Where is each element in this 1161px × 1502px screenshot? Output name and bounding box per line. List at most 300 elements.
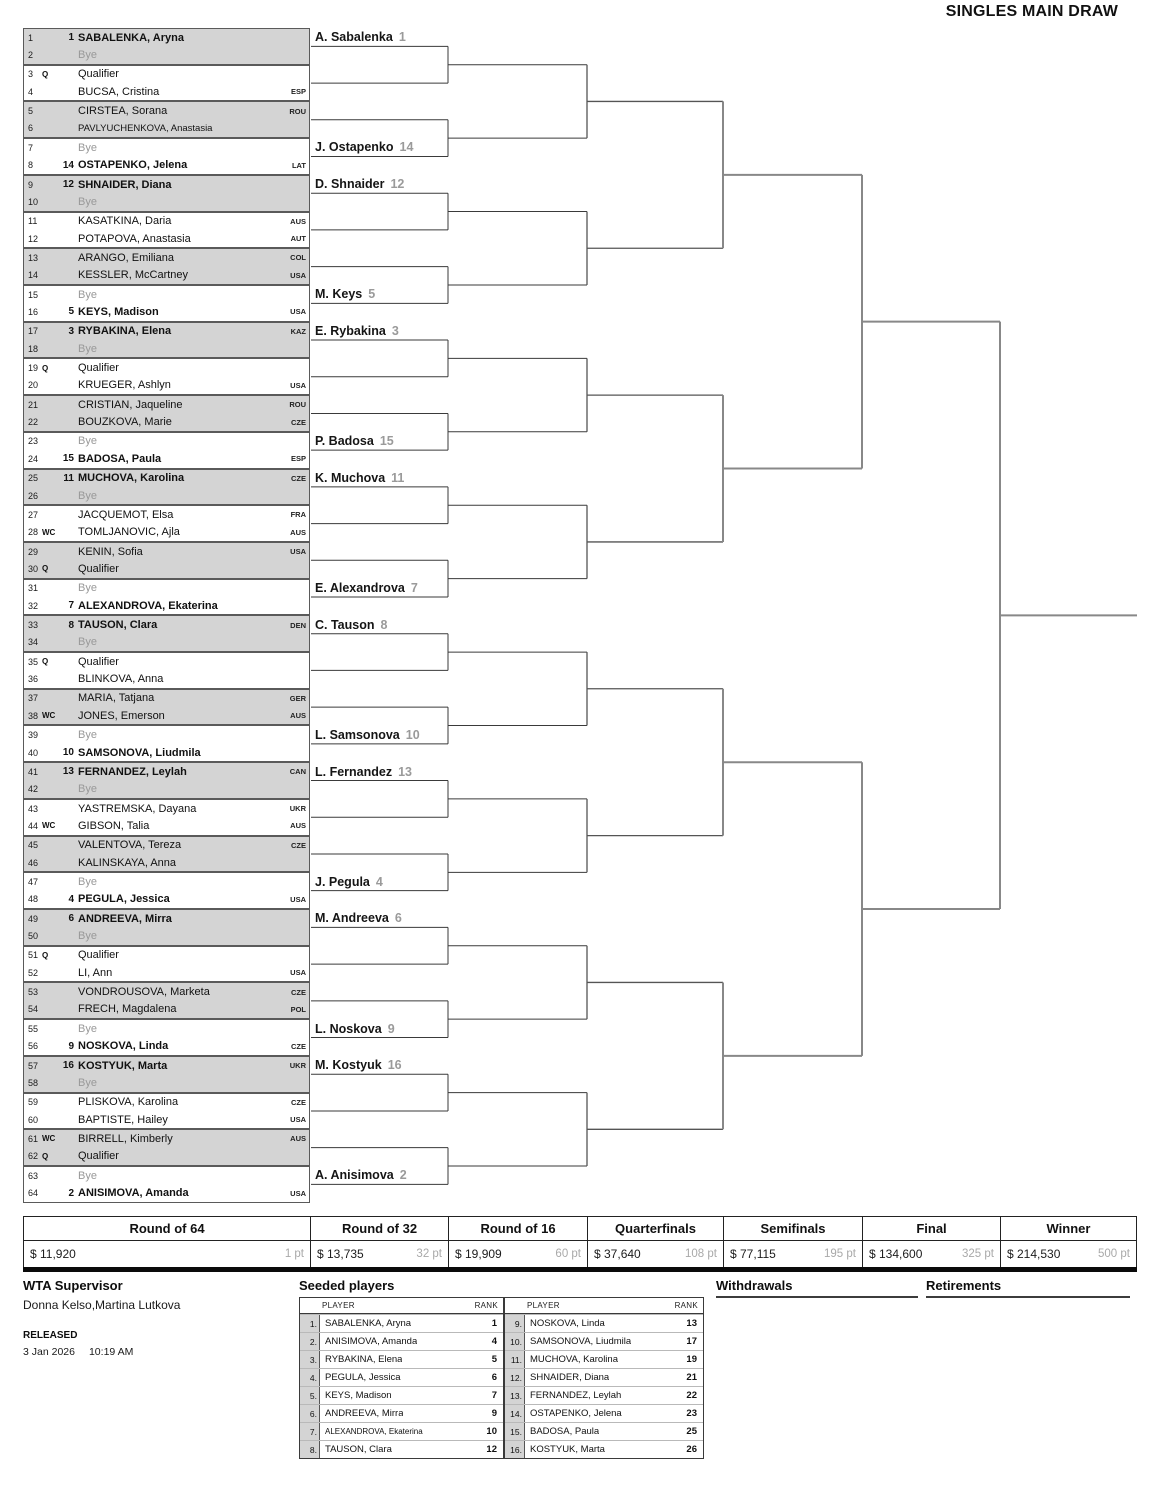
winner-seed: 7 [410,581,418,595]
draw-entry-row [24,524,309,541]
seed-player: MUCHOVA, Karolina [530,1354,618,1365]
draw-entry-row [24,1130,309,1147]
country-code: CAN [289,767,306,777]
draw-pair [23,762,310,799]
seed-rank: 22 [686,1390,697,1401]
position-number: 38 [28,710,39,721]
position-number: 52 [28,967,39,978]
winner-seed: 5 [368,287,376,302]
country-code: AUT [290,234,306,244]
round32-winner-label [315,1167,407,1184]
seed-order: 7. [300,1423,320,1440]
player-name: TAUSON, Clara [78,619,158,632]
winner-seed: 9 [387,1021,395,1036]
seed-table-header [505,1298,703,1314]
draw-entry-row [24,139,309,156]
seed-player: ANISIMOVA, Amanda [325,1336,418,1347]
seed-player: OSTAPENKO, Jelena [530,1408,622,1419]
seed-number: 3 [68,325,74,337]
seed-number: 14 [62,159,74,171]
position-number: 9 [28,179,34,190]
seed-rank: 25 [686,1426,697,1437]
player-name: BIRRELL, Kimberly [78,1132,173,1145]
winner-name: M. Keys [315,287,363,302]
prize-money: $ 77,115 [730,1247,776,1261]
seed-order: 2. [300,1333,320,1350]
player-name: KEYS, Madison [78,305,159,318]
seed-number: 11 [63,472,74,484]
country-code: CZE [291,1097,306,1107]
seed-order: 15. [505,1423,525,1440]
winner-seed: 11 [391,470,405,485]
position-number: 16 [28,306,39,317]
player-name: KALINSKAYA, Anna [78,856,177,869]
released-heading: RELEASED [23,1330,78,1341]
seed-row [300,1332,503,1350]
position-number: 11 [28,216,38,227]
ranking-points: 325 pt [962,1248,994,1260]
draw-entry-row [24,359,309,376]
draw-entry-row [24,286,309,303]
seed-rank: 6 [491,1372,497,1383]
player-name: GIBSON, Talia [78,819,150,832]
player-name: ANDREEVA, Mirra [78,912,172,925]
prize-column [23,1216,310,1267]
player-name: Bye [78,141,97,154]
seed-player: SAMSONOVA, Liudmila [530,1336,632,1347]
draw-entry-row [24,1167,309,1184]
draw-entry-row [24,1057,309,1074]
player-name: PAVLYUCHENKOVA, Anastasia [78,122,213,134]
ranking-points: 1 pt [284,1248,304,1260]
country-code: ROU [289,106,306,116]
player-name: JONES, Emerson [78,709,165,722]
prize-column [862,1216,1000,1267]
position-number: 50 [28,931,39,942]
seed-player: KEYS, Madison [325,1390,392,1401]
released-time: 10:19 AM [88,1346,134,1358]
round32-winner-label [315,29,406,46]
player-name: Bye [78,783,97,796]
seed-order: 10. [505,1333,525,1350]
seeded-players-table-right [504,1297,704,1459]
position-number: 46 [28,857,39,868]
winner-name: L. Fernandez [315,764,393,779]
draw-entry-row [24,413,309,430]
draw-entry-row [24,927,309,944]
position-number: 10 [28,196,39,207]
winner-seed: 8 [380,617,388,632]
seed-order: 1. [300,1315,320,1332]
winner-name: J. Pegula [315,874,370,889]
winner-name: J. Ostapenko [315,140,394,155]
seed-rank: 9 [491,1408,497,1419]
player-name: MARIA, Tatjana [78,692,155,705]
draw-entry-row [24,1184,309,1201]
player-name: KENIN, Sofia [78,545,143,558]
round32-winner-label [315,139,413,156]
seed-rank: 7 [491,1390,497,1401]
position-number: 59 [28,1097,39,1108]
seed-row [505,1332,703,1350]
draw-entry-row [24,653,309,670]
player-name: YASTREMSKA, Dayana [78,802,197,815]
draw-entry-row [24,120,309,137]
seed-player: PEGULA, Jessica [325,1372,401,1383]
draw-entry-row [24,707,309,724]
entry-marker: Q [42,950,49,960]
draw-entry-row [24,102,309,119]
player-name: Bye [78,876,97,888]
country-code: AUS [290,821,306,831]
draw-entry-row [24,1111,309,1128]
player-name: BUCSA, Cristina [78,85,160,98]
draw-entry-row [24,1148,309,1165]
position-number: 45 [28,840,39,851]
seed-rank: 10 [486,1426,497,1437]
seed-order: 9. [505,1315,525,1332]
draw-entry-row [24,947,309,964]
position-number: 51 [28,950,39,961]
player-name: FERNANDEZ, Leylah [78,765,187,778]
country-code: CZE [291,1041,306,1051]
draw-entry-row [24,249,309,266]
draw-entry-row [24,83,309,100]
draw-entry-row [24,726,309,743]
winner-name: E. Rybakina [315,324,386,339]
round-header: Quarterfinals [588,1216,723,1241]
seed-number: 13 [62,766,74,778]
seed-row [505,1314,703,1332]
draw-pair [23,248,310,285]
prize-row [449,1241,587,1267]
draw-entry-row [24,837,309,854]
country-code: USA [290,894,306,904]
player-name: Qualifier [78,362,119,375]
position-number: 5 [28,106,34,117]
entry-marker: Q [42,564,49,574]
country-code: AUS [290,1134,306,1144]
country-code: GER [289,693,306,703]
draw-pair [23,138,310,175]
position-number: 53 [28,987,39,998]
player-name: Qualifier [78,68,119,81]
draw-entry-row [24,213,309,230]
position-number: 58 [28,1077,39,1088]
seed-number: 1 [68,32,74,44]
withdrawals-heading: Withdrawals [716,1278,918,1298]
winner-name: M. Andreeva [315,911,389,926]
player-name: Bye [78,435,97,448]
ranking-points: 500 pt [1098,1248,1130,1260]
seed-rank: 4 [491,1336,497,1347]
draw-pair [23,469,310,506]
player-name: FRECH, Magdalena [78,1003,177,1016]
position-number: 6 [28,123,34,134]
seed-number: 8 [68,619,74,631]
position-number: 61 [28,1133,39,1144]
position-number: 4 [28,86,34,97]
seed-rank: 23 [686,1408,697,1419]
draw-pair [23,872,310,909]
position-number: 26 [28,490,39,501]
draw-entry-row [24,323,309,340]
round32-winner-label [315,286,375,303]
player-name: SABALENKA, Aryna [78,31,184,44]
winner-seed: 3 [391,324,399,339]
seed-number: 9 [68,1040,74,1052]
winner-name: D. Shnaider [315,177,385,192]
seed-player: SABALENKA, Aryna [325,1318,412,1329]
country-code: COL [290,253,306,263]
draw-pair [23,358,310,395]
country-code: USA [290,968,306,978]
retirements-heading: Retirements [926,1278,1130,1298]
position-number: 41 [28,766,39,777]
player-name: Bye [78,636,97,649]
player-name: JACQUEMOT, Elsa [78,508,174,521]
player-name: KRUEGER, Ashlyn [78,379,171,392]
player-column-header: PLAYER [527,1301,560,1310]
page-title: SINGLES MAIN DRAW [945,3,1118,20]
prize-row [24,1241,310,1267]
player-name: PLISKOVA, Karolina [78,1096,179,1109]
winner-seed: 12 [390,177,405,192]
seed-row [300,1440,503,1458]
prize-money: $ 37,640 [594,1247,641,1261]
seed-number: 12 [62,179,74,190]
draw-entry-row [24,340,309,357]
position-number: 35 [28,656,39,667]
position-number: 34 [28,637,39,648]
prize-row [311,1241,448,1267]
seeded-players-table-left [299,1297,504,1459]
position-number: 54 [28,1004,39,1015]
draw-entry-row [24,817,309,834]
position-number: 14 [28,270,39,281]
rank-column-header: RANK [674,1301,698,1310]
draw-entry-row [24,487,309,504]
country-code: USA [290,1188,306,1198]
draw-pair [23,101,310,138]
position-number: 17 [28,326,39,337]
country-code: POL [290,1004,306,1014]
prize-column [1000,1216,1137,1267]
prize-points-table [23,1216,1137,1272]
draw-entry-row [24,156,309,173]
round-header: Winner [1001,1216,1136,1241]
country-code: AUS [290,711,306,721]
country-code: CZE [291,473,306,483]
draw-pair [23,28,310,65]
country-code: USA [290,270,306,280]
seed-number: 6 [68,913,74,925]
player-name: BLINKOVA, Anna [78,673,164,686]
position-number: 57 [28,1060,39,1071]
draw-pair [23,505,310,542]
seed-row [300,1350,503,1368]
seed-order: 6. [300,1405,320,1422]
prize-money: $ 19,909 [455,1247,502,1261]
position-number: 33 [28,620,39,631]
draw-pair [23,432,310,469]
position-number: 15 [28,289,39,300]
round32-winner-label [315,764,412,781]
position-number: 60 [28,1114,39,1125]
round-header: Round of 64 [24,1216,310,1241]
draw-pair [23,946,310,983]
draw-pair [23,395,310,432]
prize-money: $ 214,530 [1007,1247,1061,1261]
seed-row [300,1314,503,1332]
draw-entry-row [24,433,309,450]
position-number: 49 [28,913,39,924]
draw-entry-row [24,690,309,707]
draw-entry-row [24,470,309,487]
player-name: ALEXANDROVA, Ekaterina [78,599,218,612]
winner-seed: 15 [379,434,394,449]
position-number: 30 [28,563,39,574]
draw-entry-row [24,560,309,577]
seed-number: 4 [68,893,74,905]
round-header: Round of 32 [311,1216,448,1241]
position-number: 39 [28,730,39,741]
draw-entry-row [24,616,309,633]
seed-order: 12. [505,1369,525,1386]
ranking-points: 60 pt [555,1248,581,1260]
draw-pair [23,212,310,249]
winner-seed: 2 [399,1168,407,1183]
draw-entry-row [24,983,309,1000]
draw-pair [23,579,310,616]
player-name: Bye [78,489,97,502]
round32-winner-label [315,323,399,340]
winner-name: P. Badosa [315,434,374,449]
player-name: Qualifier [78,1150,119,1163]
draw-pair [23,1019,310,1056]
round-header: Round of 16 [449,1216,587,1241]
seed-order: 14. [505,1405,525,1422]
seed-number: 2 [68,1187,74,1199]
country-code: USA [290,307,306,317]
entry-marker: Q [42,363,49,373]
country-code: FRA [290,510,306,520]
draw-entry-row [24,873,309,890]
position-number: 44 [28,820,39,831]
draw-pair [23,652,310,689]
draw-pair [23,799,310,836]
prize-row [588,1241,723,1267]
round32-winner-label [315,1021,395,1038]
winner-name: L. Noskova [315,1021,382,1036]
draw-entry-row [24,176,309,193]
draw-pair [23,285,310,322]
seed-rank: 17 [686,1336,697,1347]
round32-winner-label [315,580,418,597]
draw-pair [23,175,310,212]
player-name: POTAPOVA, Anastasia [78,232,191,245]
player-name: OSTAPENKO, Jelena [78,159,188,172]
player-name: Qualifier [78,655,119,668]
draw-pair [23,909,310,946]
position-number: 37 [28,693,39,704]
seed-rank: 12 [486,1444,497,1455]
seed-player: BADOSA, Paula [530,1426,600,1437]
draw-pair [23,1093,310,1130]
seed-player: KOSTYUK, Marta [530,1444,605,1455]
draw-entry-row [24,891,309,908]
position-number: 21 [28,399,39,410]
draw-entry-row [24,543,309,560]
player-name: CRISTIAN, Jaqueline [78,398,183,411]
draw-entry-row [24,396,309,413]
draw-entry-row [24,377,309,394]
player-name: PEGULA, Jessica [78,893,170,906]
player-name: Bye [78,1022,97,1035]
draw-pair [23,982,310,1019]
position-number: 19 [28,363,39,374]
position-number: 47 [28,877,39,887]
prize-column [448,1216,587,1267]
position-number: 12 [28,233,39,244]
draw-entry-row [24,964,309,981]
seed-rank: 19 [686,1354,697,1365]
player-name: Bye [78,930,97,943]
seed-row [505,1350,703,1368]
seed-player: RYBAKINA, Elena [325,1354,403,1365]
player-name: SAMSONOVA, Liudmila [78,746,201,759]
player-name: Bye [78,342,97,355]
draw-entry-row [24,744,309,761]
draw-entry-row [24,46,309,63]
seed-number: 15 [62,453,74,465]
seed-number: 10 [62,747,74,758]
round32-winner-label [315,617,387,634]
draw-pair [23,836,310,873]
player-name: ANISIMOVA, Amanda [78,1187,189,1200]
prize-column [587,1216,723,1267]
position-number: 64 [28,1188,39,1199]
winner-name: E. Alexandrova [315,581,405,595]
country-code: USA [290,1115,306,1125]
prize-row [1001,1241,1136,1267]
draw-entry-row [24,267,309,284]
player-name: BOUZKOVA, Marie [78,416,172,429]
draw-pair [23,542,310,579]
player-name: KESSLER, McCartney [78,269,189,282]
ranking-points: 108 pt [685,1248,717,1260]
winner-name: K. Muchova [315,470,386,485]
position-number: 24 [28,453,39,464]
winner-name: L. Samsonova [315,727,400,742]
winner-name: A. Anisimova [315,1168,394,1183]
player-name: Bye [78,49,97,62]
player-name: CIRSTEA, Sorana [78,105,168,118]
seed-row [300,1386,503,1404]
seed-row [505,1368,703,1386]
draw-entry-row [24,1074,309,1091]
round-header: Semifinals [724,1216,862,1241]
round32-winner-label [315,176,404,193]
player-name: Bye [78,195,97,208]
country-code: UKR [289,804,306,814]
draw-pair [23,1056,310,1093]
country-code: CZE [291,987,306,997]
prize-row [863,1241,1000,1267]
player-name: KASATKINA, Daria [78,215,172,228]
draw-pair [23,615,310,652]
position-number: 55 [28,1023,39,1034]
